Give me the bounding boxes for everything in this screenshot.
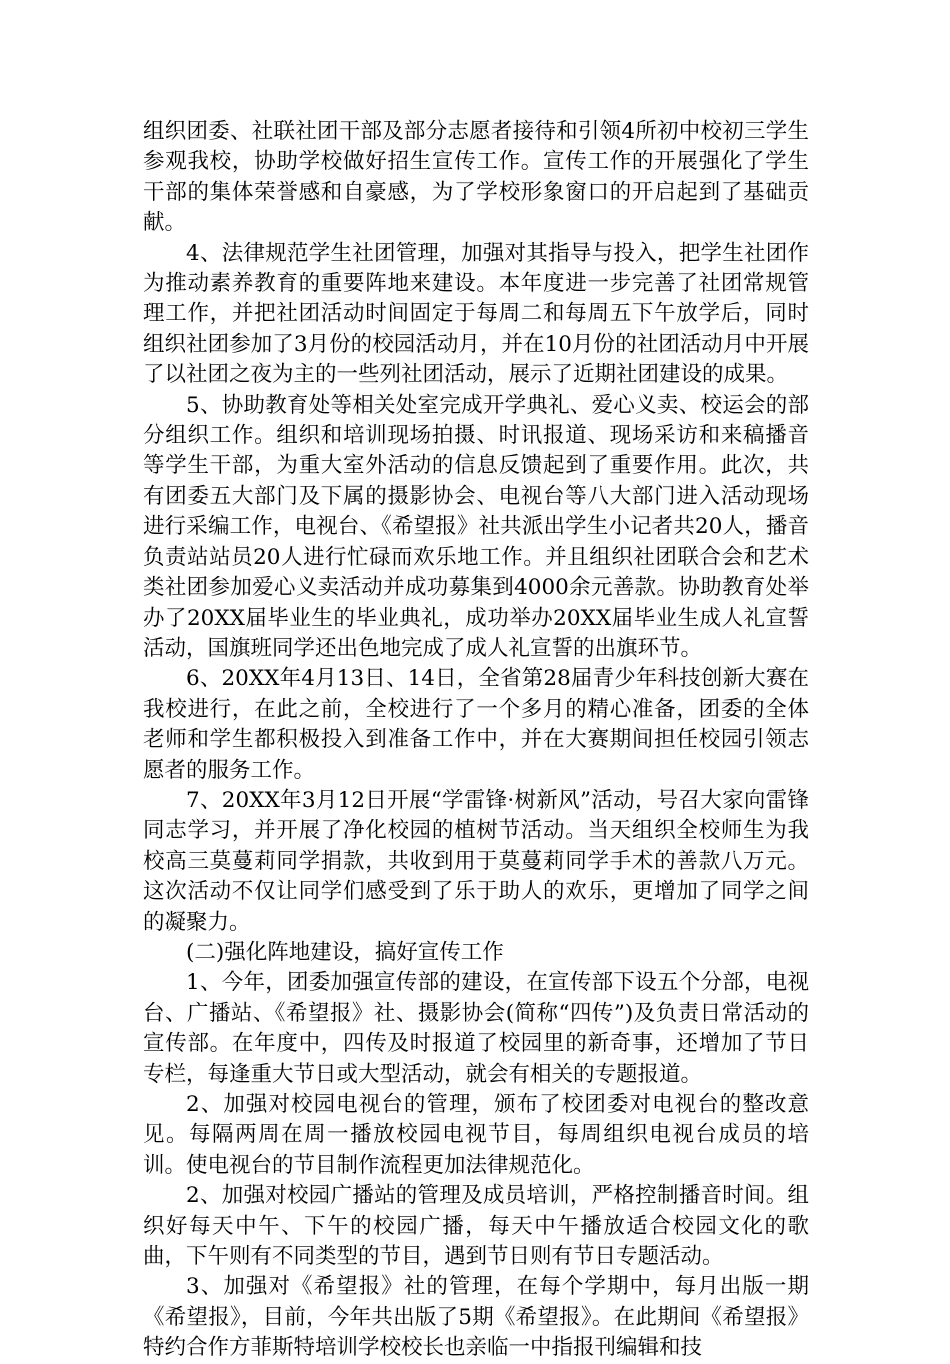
paragraph-2: 4、法律规范学生社团管理，加强对其指导与投入，把学生社团作为推动素养教育的重要阵地来建设。本年度进一步完善了社团常规管理工作，并把社团活动时间固定于每周二和每周五下午放学后，同时组织社团参加了3月份的校园活动月，并在10月份的社团活动月中开展了以社团之夜为主的一些列社团活动，展示了近期社团建设的成果。 (143, 240, 809, 388)
paragraph-9: 3、加强对《希望报》社的管理，在每个学期中，每月出版一期《希望报》，目前，今年共出版了5期《希望报》。在此期间《希望报》特约合作方菲斯特培训学校校长也亲临一中指报刊编辑和技 (143, 1274, 809, 1361)
paragraph-7: 2、加强对校园电视台的管理，颁布了校团委对电视台的整改意见。每隔两周在周一播放校园电视节目，每周组织电视台成员的培训。使电视台的节目制作流程更加法律规范化。 (143, 1092, 809, 1178)
section-heading: (二)强化阵地建设，搞好宣传工作 (186, 939, 504, 965)
paragraph-4: 6、20XX年4月13日、14日，全省第28届青少年科技创新大赛在我校进行，在此之前，全校进行了一个多月的精心准备，团委的全体老师和学生都积极投入到准备工作中，并在大赛期间担任校园引领志愿者的服务工作。 (143, 666, 809, 783)
paragraph-8: 2、加强对校园广播站的管理及成员培训，严格控制播音时间。组织好每天中午、下午的校园广播，每天中午播放适合校园文化的歌曲，下午则有不同类型的节目，遇到节日则有节日专题活动。 (143, 1183, 809, 1270)
paragraph-6: 1、今年，团委加强宣传部的建设，在宣传部下设五个分部，电视台、广播站、《希望报》社、摄影协会(简称“四传”)及负责日常活动的宣传部。在年度中，四传及时报道了校园里的新奇事，还增加了节日专栏，每逢重大节日或大型活动，就会有相关的专题报道。 (143, 970, 809, 1087)
paragraph-3: 5、协助教育处等相关处室完成开学典礼、爱心义卖、校运会的部分组织工作。组织和培训现场拍摄、时讯报道、现场采访和来稿播音等学生干部，为重大室外活动的信息反馈起到了重要作用。此次，共有团委五大部门及下属的摄影协会、电视台等八大部门进入活动现场进行采编工作，电视台、《希望报》社共派出学生小记者共20人，播音负责站站员20人进行忙碌而欢乐地工作。并且组织社团联合会和艺术类社团参加爱心义卖活动并成功募集到4000余元善款。协助教育处举办了20XX届毕业生的毕业典礼，成功举办20XX届毕业生成人礼宣誓活动，国旗班同学还出色地完成了成人礼宣誓的出旗环节。 (143, 392, 809, 661)
paragraph-1: 组织团委、社联社团干部及部分志愿者接待和引领4所初中校初三学生参观我校，协助学校做好招生宣传工作。宣传工作的开展强化了学生干部的集体荣誉感和自豪感，为了学校形象窗口的开启起到了基础贡献。 (143, 119, 809, 236)
document-page (143, 117, 809, 1364)
paragraph-5: 7、20XX年3月12日开展“学雷锋·树新风”活动，号召大家向雷锋同志学习，并开展了净化校园的植树节活动。当天组织全校师生为我校高三莫蔓莉同学捐款，共收到用于莫蔓莉同学手术的善款八万元。这次活动不仅让同学们感受到了乐于助人的欢乐，更增加了同学之间的凝聚力。 (143, 787, 809, 935)
